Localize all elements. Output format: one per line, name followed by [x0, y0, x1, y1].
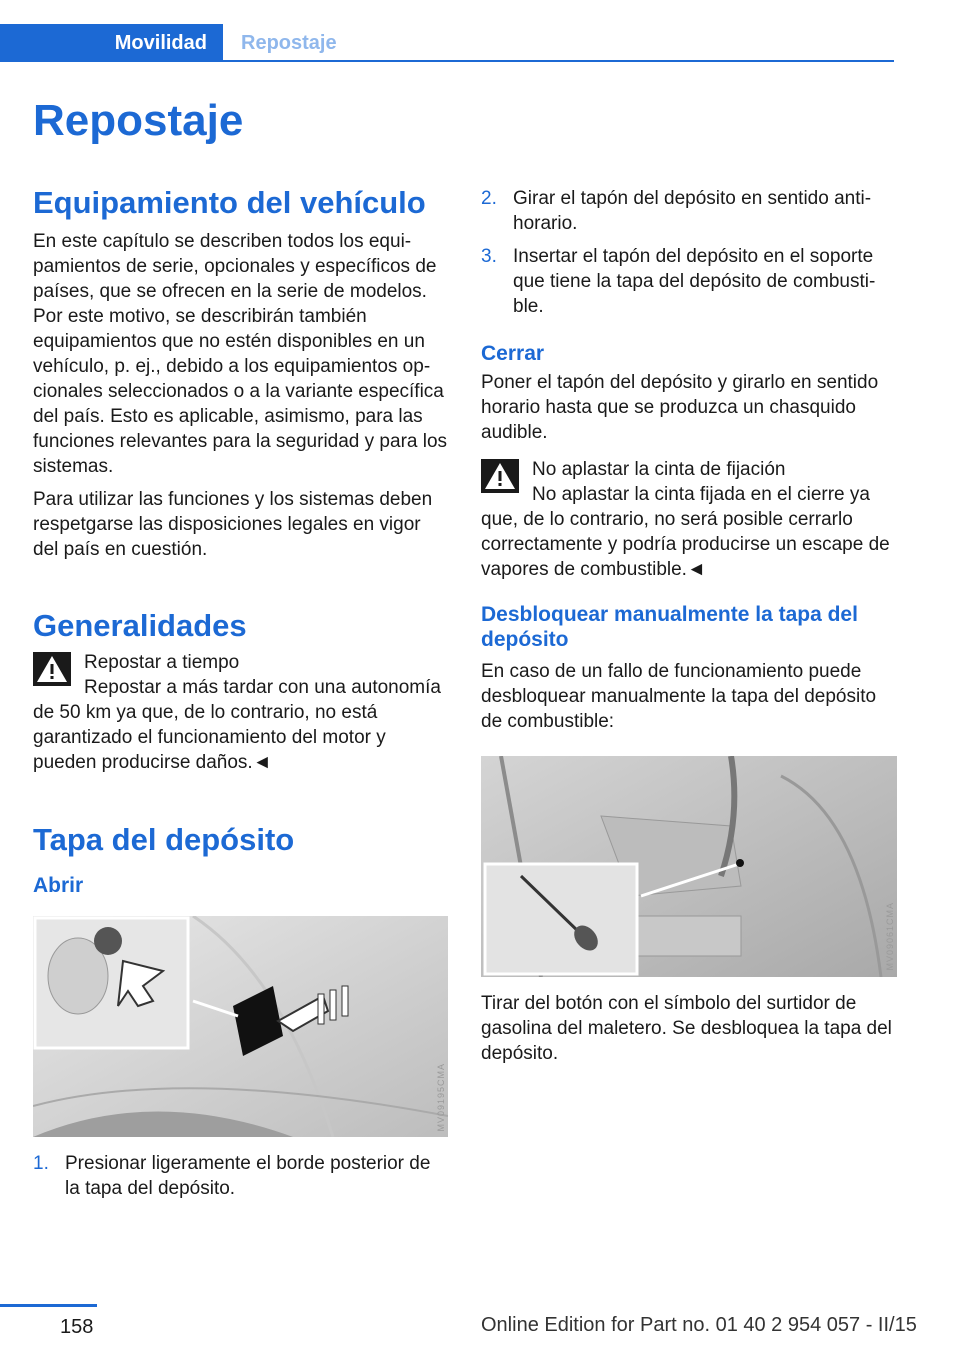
page-title: Repostaje	[33, 96, 244, 145]
trunk-release-illustration	[481, 756, 897, 977]
tab-repostaje[interactable]: Repostaje	[241, 32, 337, 54]
generalidades-heading: Generalidades	[33, 607, 247, 643]
tapa-heading: Tapa del depósito	[33, 821, 295, 857]
warning-body	[33, 675, 448, 775]
abrir-heading: Abrir	[33, 874, 84, 898]
fuel-flap-illustration	[33, 916, 448, 1137]
cerrar-heading: Cerrar	[481, 342, 545, 365]
equip-heading: Equipamiento del vehículo	[33, 185, 426, 220]
warning-text: No aplastar la cinta fijada en el cierre ya que, de lo contrario, no será posible cerrarlo correctamente y podría producirse un escape de vapores de combustible.◄	[481, 484, 890, 581]
open-steps	[33, 1151, 448, 1201]
manual-unlock-heading: Desbloquear manualmente la tapa del depósito	[481, 603, 858, 652]
open-steps-continued	[481, 186, 897, 319]
step-number: 2.	[481, 188, 497, 209]
warning-icon	[33, 652, 71, 686]
fuel-flap-figure	[33, 916, 448, 1137]
step-text: Insertar el tapón del depósito en el soporte que tiene la tapa del depósito de combustible.	[513, 246, 876, 317]
footer-edition: Online Edition for Part no. 01 40 2 954 057 - II/15	[481, 1314, 917, 1336]
section-tabs	[0, 24, 894, 62]
manual-unlock-paragraph: En caso de un fallo de funcionamiento puede desbloquear manualmente la tapa del depósito de combustible:	[481, 660, 877, 732]
warning-text: Repostar a más tardar con una autonomía de 50 km ya que, de lo contrario, no está garantizado el funcionamiento del motor y pueden producirse daños.◄	[33, 676, 441, 773]
left-column	[33, 180, 448, 1209]
step-text: Presionar ligeramente el borde posterior de la tapa del depósito.	[65, 1153, 431, 1200]
warning-body	[481, 482, 897, 582]
step-1	[33, 1151, 448, 1201]
equip-paragraph-2: Para utilizar las funciones y los sistemas deben respetgarse las disposiciones legales en vigor del país en cuestión.	[33, 488, 433, 560]
warning-icon	[481, 459, 519, 493]
step-text: Girar el tapón del depósito en sentido antihorario.	[513, 188, 872, 234]
tab-underline	[223, 60, 894, 62]
manual-unlock-paragraph-2: Tirar del botón con el símbolo del surtidor de gasolina del maletero. Se desbloquea la tapa del depósito.	[481, 992, 892, 1064]
trunk-release-figure	[481, 756, 897, 977]
warning-title: No aplastar la cinta de fijación	[532, 459, 786, 481]
step-2	[481, 186, 897, 236]
warning-refuel	[33, 650, 448, 775]
warning-title: Repostar a tiempo	[84, 651, 240, 673]
figure-id: MV09195CMA	[436, 1062, 446, 1132]
page-number-rule	[0, 1304, 97, 1307]
figure-id: MV09061CMA	[885, 902, 895, 971]
right-column	[481, 180, 897, 1066]
step-3	[481, 244, 897, 319]
equip-paragraph-1: En este capítulo se describen todos los equipamientos de serie, opcionales y específicos de países, que se ofrecen en la serie de modelos. Por este motivo, se describirán también equipamientos que no estén disponibles en un vehículo, p. ej., debido a los equipamientos opcionales seleccionados o a la variante específica del país. Esto es aplicable, asimismo, para las funciones relevantes para la seguridad y para los sistemas.	[33, 230, 448, 477]
step-number: 3.	[481, 246, 497, 267]
cerrar-paragraph: Poner el tapón del depósito y girarlo en sentido horario hasta que se produzca un chasquido audible.	[481, 372, 879, 444]
step-number: 1.	[33, 1153, 49, 1175]
page-number: 158	[60, 1316, 94, 1338]
warning-strap	[481, 457, 897, 582]
tab-movilidad[interactable]: Movilidad	[0, 24, 223, 62]
